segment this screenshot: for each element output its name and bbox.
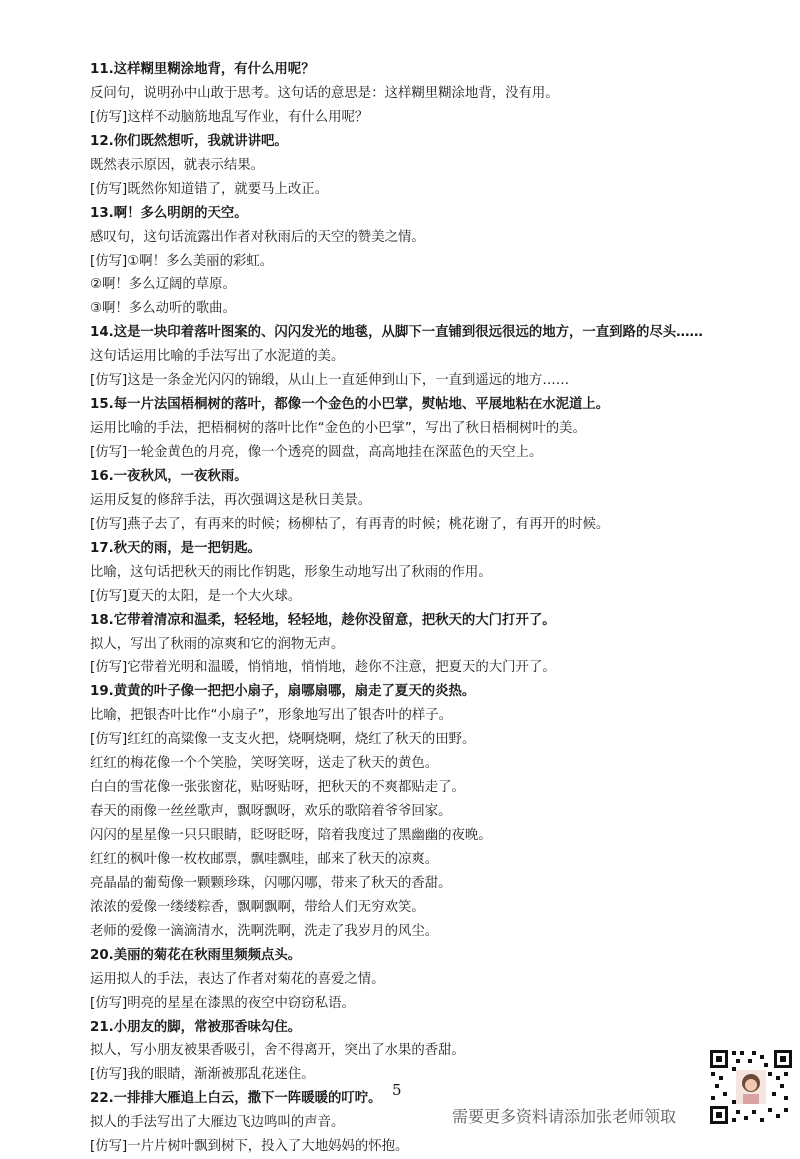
question-line: 16.一夜秋风，一夜秋雨。 (90, 468, 248, 484)
answer-line: 拟人，写小朋友被果香吸引，舍不得离开，突出了水果的香甜。 (90, 1043, 465, 1059)
answer-line: [仿写]明亮的星星在漆黑的夜空中窃窃私语。 (90, 995, 355, 1011)
question-line: 18.它带着清凉和温柔，轻轻地，轻轻地，趁你没留意，把秋天的大门打开了。 (90, 612, 556, 628)
answer-line: 春天的雨像一丝丝歌声，飘呀飘呀，欢乐的歌陪着爷爷回家。 (90, 804, 452, 820)
question-line: 17.秋天的雨，是一把钥匙。 (90, 540, 262, 556)
question-line: 20.美丽的菊花在秋雨里频频点头。 (90, 947, 302, 963)
answer-line: 感叹句，这句话流露出作者对秋雨后的天空的赞美之情。 (90, 229, 425, 245)
qr-code (708, 1048, 794, 1126)
answer-line: 运用反复的修辞手法，再次强调这是秋日美景。 (90, 492, 372, 508)
answer-line: [仿写]①啊！多么美丽的彩虹。 (90, 253, 274, 269)
answer-line: [仿写]它带着光明和温暖，悄悄地，悄悄地，趁你不注意，把夏天的大门开了。 (90, 660, 556, 676)
answer-line: 拟人的手法写出了大雁边飞边鸣叫的声音。 (90, 1115, 345, 1131)
document-body (90, 58, 780, 1159)
answer-line: [仿写]一片片树叶飘到树下，投入了大地妈妈的怀抱。 (90, 1139, 409, 1155)
answer-line: [仿写]燕子去了，有再来的时候；杨柳枯了，有再青的时候；桃花谢了，有再开的时候。 (90, 516, 610, 532)
answer-line: [仿写]既然你知道错了，就要马上改正。 (90, 181, 329, 197)
footer-promo-text: 需要更多资料请添加张老师领取 (452, 1107, 677, 1126)
page-number: 5 (392, 1081, 402, 1099)
answer-line: 比喻，这句话把秋天的雨比作钥匙，形象生动地写出了秋雨的作用。 (90, 564, 492, 580)
answer-line: [仿写]一轮金黄色的月亮，像一个透亮的圆盘，高高地挂在深蓝色的天空上。 (90, 445, 543, 460)
answer-line: [仿写]这样不动脑筋地乱写作业，有什么用呢？ (90, 109, 369, 125)
answer-line: ③啊！多么动听的歌曲。 (90, 301, 236, 317)
answer-line: ②啊！多么辽阔的草原。 (90, 277, 236, 293)
answer-line: 拟人，写出了秋雨的凉爽和它的润物无声。 (90, 636, 345, 652)
question-line: 12.你们既然想听，我就讲讲吧。 (90, 133, 288, 149)
answer-line: 红红的枫叶像一枚枚邮票，飘哇飘哇，邮来了秋天的凉爽。 (90, 851, 439, 867)
answer-line: 红红的梅花像一个个笑脸，笑呀笑呀，送走了秋天的黄色。 (90, 756, 439, 772)
answer-line: 白白的雪花像一张张窗花，贴呀贴呀，把秋天的不爽都贴走了。 (90, 780, 465, 796)
answer-line: 反问句，说明孙中山敢于思考。这句话的意思是：这样糊里糊涂地背，没有用。 (90, 85, 559, 101)
question-line: 22.一排排大雁追上白云，撒下一阵暖暖的叮咛。 (90, 1091, 382, 1107)
answer-line: 运用拟人的手法，表达了作者对菊花的喜爱之情。 (90, 971, 385, 987)
answer-line: 闪闪的星星像一只只眼睛，眨呀眨呀，陪着我度过了黑幽幽的夜晚。 (90, 828, 492, 843)
answer-line: 运用比喻的手法，把梧桐树的落叶比作“金色的小巴掌”，写出了秋日梧桐树叶的美。 (90, 421, 586, 437)
answer-line: 老师的爱像一滴滴清水，洗啊洗啊，洗走了我岁月的风尘。 (90, 923, 439, 939)
answer-line: [仿写]夏天的太阳，是一个大火球。 (90, 588, 302, 604)
answer-line: 比喻，把银杏叶比作“小扇子”，形象地写出了银杏叶的样子。 (90, 708, 453, 724)
question-line: 13.啊！多么明朗的天空。 (90, 205, 248, 221)
answer-line: 浓浓的爱像一缕缕粽香，飘啊飘啊，带给人们无穷欢笑。 (90, 899, 425, 915)
answer-line: 这句话运用比喻的手法写出了水泥道的美。 (90, 349, 345, 365)
answer-line: [仿写]我的眼睛，渐渐被那乱花迷住。 (90, 1067, 315, 1083)
question-line: 21.小朋友的脚，常被那香味勾住。 (90, 1019, 302, 1035)
question-line: 19.黄黄的叶子像一把把小扇子，扇哪扇哪，扇走了夏天的炎热。 (90, 684, 476, 700)
answer-line: [仿写]红红的高粱像一支支火把，烧啊烧啊，烧红了秋天的田野。 (90, 732, 476, 748)
question-line: 11.这样糊里糊涂地背，有什么用呢？ (90, 62, 315, 77)
answer-line: 既然表示原因，就表示结果。 (90, 157, 265, 173)
question-line: 15.每一片法国梧桐树的落叶，都像一个金色的小巴掌，熨帖地、平展地粘在水泥道上。 (90, 397, 610, 413)
answer-line: 亮晶晶的葡萄像一颗颗珍珠，闪哪闪哪，带来了秋天的香甜。 (90, 875, 452, 891)
question-line: 14.这是一块印着落叶图案的、闪闪发光的地毯，从脚下一直铺到很远很远的地方，一直到路的尽头…… (90, 325, 703, 341)
answer-line: [仿写]这是一条金光闪闪的锦缎，从山上一直延伸到山下，一直到遥远的地方…… (90, 373, 570, 389)
